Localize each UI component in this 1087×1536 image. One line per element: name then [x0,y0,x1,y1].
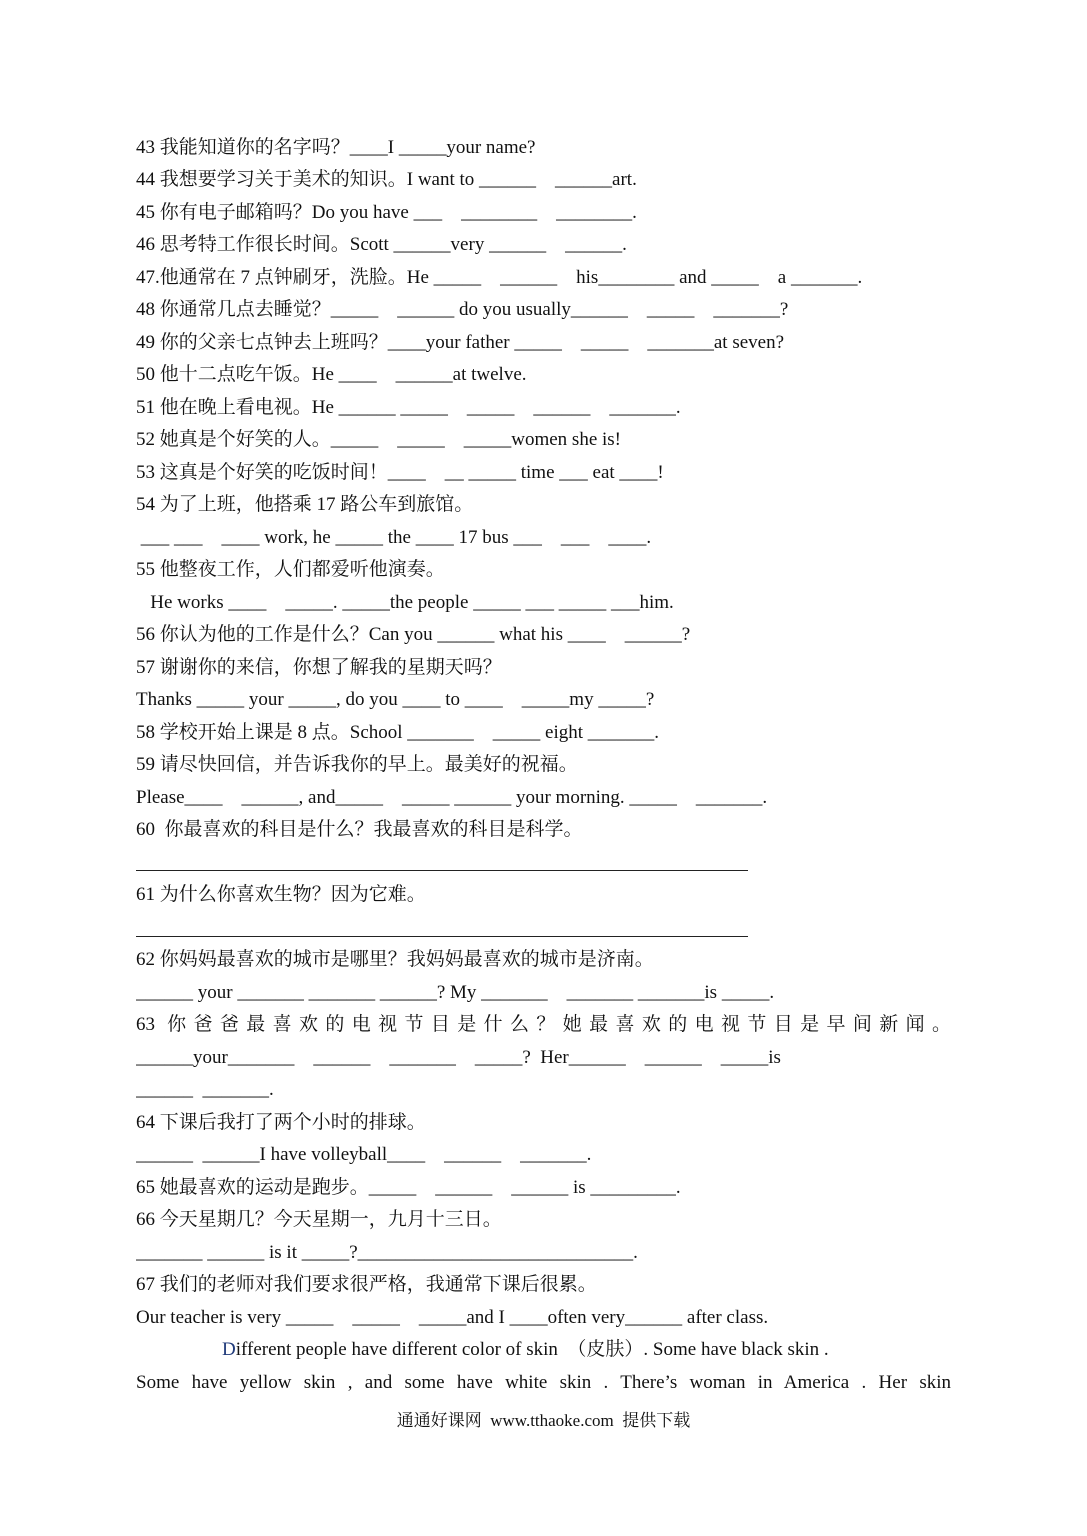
question-64-english: ______ ______I have volleyball____ ______ _______. [136,1144,592,1165]
answer-line-61 [136,936,748,937]
question-61: 61 为什么你喜欢生物？因为它难。 [136,884,426,905]
question-57-english: Thanks _____ your _____, do you ____ to ____ _____my _____? [136,689,655,710]
question-47: 47.他通常在 7 点钟刷牙，洗脸。He _____ ______ his________ and _____ a _______. [136,267,863,288]
question-53: 53 这真是个好笑的吃饭时间！____ __ _____ time ___ eat ____! [136,462,664,483]
question-66: 66 今天星期几？今天星期一，九月十三日。 [136,1209,502,1230]
question-62-english: ______ your _______ _______ ______? My _______ _______ _______is _____. [136,982,775,1003]
question-58: 58 学校开始上课是 8 点。School _______ _____ eight _______. [136,722,660,743]
question-63: 63 你爸爸最喜欢的电视节目是什么？她最喜欢的电视节目是早间新闻。 [136,1014,951,1035]
question-50: 50 他十二点吃午饭。He ____ ______at twelve. [136,364,527,385]
question-67: 67 我们的老师对我们要求很严格，我通常下课后很累。 [136,1274,597,1295]
answer-line-60 [136,870,748,871]
passage-line-2: Some have yellow skin , and some have white skin . There’s woman in America . Her skin [136,1372,951,1393]
question-46: 46 思考特工作很长时间。Scott ______very ______ ______. [136,234,627,255]
passage-line-1-text: ifferent people have different color of skin （皮肤）. Some have black skin . [235,1339,829,1360]
question-60: 60 你最喜欢的科目是什么？我最喜欢的科目是科学。 [136,819,583,840]
question-55: 55 他整夜工作，人们都爱听他演奏。 [136,559,445,580]
question-64: 64 下课后我打了两个小时的排球。 [136,1112,426,1133]
question-51: 51 他在晚上看电视。He ______ _____ _____ ______ _______. [136,397,681,418]
page-footer: 通通好课网 www.tthaoke.com 提供下载 [396,1411,691,1430]
question-66-english: _______ ______ is it _____?_____________________________. [136,1242,638,1263]
question-48: 48 你通常几点去睡觉？_____ ______ do you usually______ _____ _______? [136,299,789,320]
question-63-english-2: ______ _______. [136,1079,274,1100]
question-65: 65 她最喜欢的运动是跑步。_____ ______ ______ is _________. [136,1177,681,1198]
question-59: 59 请尽快回信，并告诉我你的早上。最美好的祝福。 [136,754,578,775]
passage-line-1 [136,1338,951,1362]
question-56: 56 你认为他的工作是什么？Can you ______ what his ____ ______? [136,624,691,645]
question-67-english: Our teacher is very _____ _____ _____and I ____often very______ after class. [136,1307,769,1328]
question-43: 43 我能知道你的名字吗？____I _____your name? [136,137,536,158]
question-52: 52 她真是个好笑的人。_____ _____ _____women she is! [136,429,622,450]
question-45: 45 你有电子邮箱吗？Do you have ___ ________ ________. [136,202,637,223]
question-55-english: He works ____ _____. _____the people _____ ___ _____ ___him. [136,592,674,613]
question-62: 62 你妈妈最喜欢的城市是哪里？我妈妈最喜欢的城市是济南。 [136,949,654,970]
question-63-english-1: ______your_______ ______ _______ _____? Her______ ______ _____is [136,1047,781,1068]
question-59-english: Please____ ______, and_____ _____ ______ your morning. _____ _______. [136,787,768,808]
question-49: 49 你的父亲七点钟去上班吗？____your father _____ _____ _______at seven? [136,332,785,353]
question-54: 54 为了上班，他搭乘 17 路公车到旅馆。 [136,494,474,515]
question-54-english: ___ ___ ____ work, he _____ the ____ 17 bus ___ ___ ____. [136,527,652,548]
question-44: 44 我想要学习关于美术的知识。I want to ______ ______art. [136,169,637,190]
passage-initial-letter: D [222,1339,236,1360]
question-57: 57 谢谢你的来信，你想了解我的星期天吗？ [136,657,502,678]
